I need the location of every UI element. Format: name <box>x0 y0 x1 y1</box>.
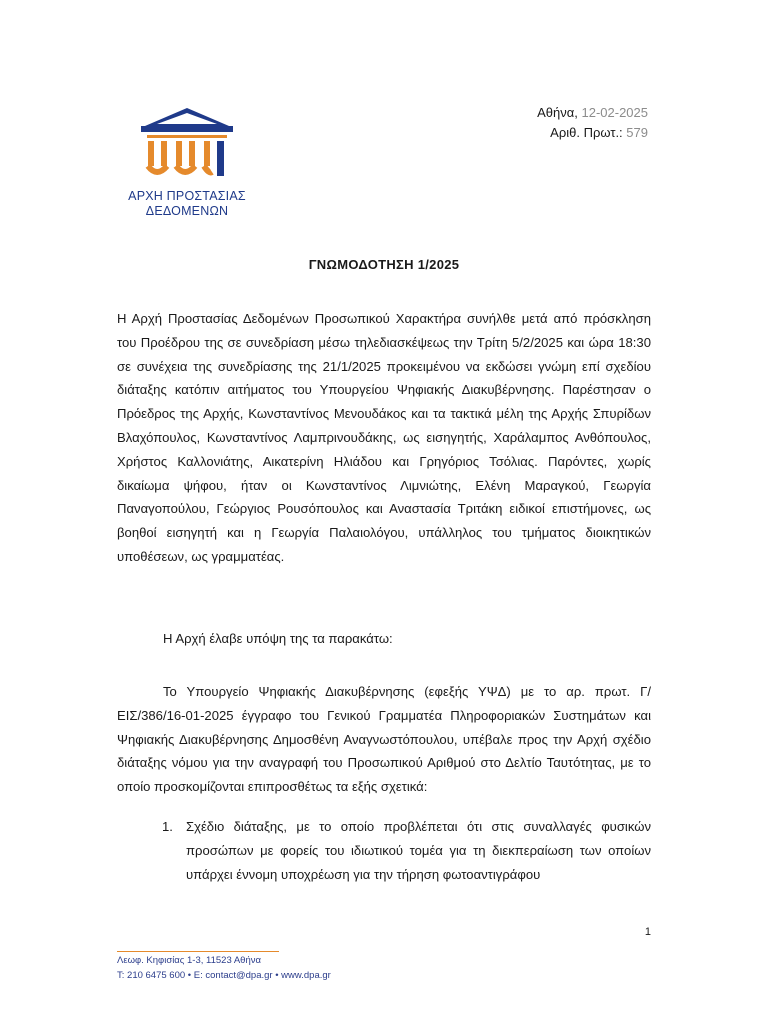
page-number: 1 <box>644 926 651 938</box>
temple-logo-icon <box>117 106 257 186</box>
document-title: ΓΝΩΜΟΔΟΤΗΣΗ 1/2025 <box>308 257 460 272</box>
document-date: 12-02-2025 <box>581 105 648 120</box>
logo-line-2: ΔΕΔΟΜΕΝΩΝ <box>145 204 229 218</box>
footer-contact: Τ: 210 6475 600 • Ε: contact@dpa.gr • www.dpa.gr <box>117 970 331 981</box>
list-item-number: 1. <box>162 819 173 834</box>
list-item-text: Σχέδιο διάταξης, με το οποίο προβλέπεται ότι στις συναλλαγές φυσικών προσώπων με φορείς του ιδιωτικού τομέα για τη διεκπεραίωση των οποίων υπάρχει έννομη υποχρέωση για την τήρηση φωτοαντιγράφου <box>186 819 651 882</box>
footer-divider <box>117 951 279 952</box>
logo-line-1: ΑΡΧΗ ΠΡΟΣΤΑΣΙΑΣ <box>128 189 246 203</box>
document-meta <box>537 103 648 143</box>
paragraph-intro: Η Αρχή Προστασίας Δεδομένων Προσωπικού Χαρακτήρα συνήλθε μετά από πρόσκληση του Προέδρου της σε συνεδρίαση μέσω τηλεδιασκέψεως την Τρίτη 5/2/2025 και ώρα 18:30 σε συνέχεια της συνεδρίασης της 21/1/2025 προκειμένου να εκδώσει γνώμη επί σχεδίου διάταξης κατόπιν αιτήματος του Υπουργείου Ψηφιακής Διακυβέρνησης. Παρέστησαν ο Πρόεδρος της Αρχής, Κωνσταντίνος Μενουδάκος και τα τακτικά μέλη της Αρχής Σπυρίδων Βλαχόπουλος, Κωνσταντίνος Λαμπρινουδάκης, ως εισηγητής, Χαράλαμπος Ανθόπουλος, Χρήστος Καλλονιάτης, Αικατερίνη Ηλιάδου και Γρηγόριος Τσόλιας. Παρόντες, χωρίς δικαίωμα ψήφου, ήταν οι Κωνσταντίνος Λιμνιώτης, Ελένη Μαραγκού, Γεωργία Παναγοπούλου, Γεώργιος Ρουσόπουλος και Αναστασία Τριτάκη ειδικοί επιστήμονες, ως βοηθοί εισηγητή και η Γεωργία Παλαιολόγου, υπάλληλος του τμήματος διοικητικών υποθέσεων, ως γραμματέας. <box>117 311 651 564</box>
protocol-line <box>537 123 648 143</box>
footer-address: Λεωφ. Κηφισίας 1-3, 11523 Αθήνα <box>117 955 261 966</box>
place-label: Αθήνα, <box>537 105 578 120</box>
footer <box>117 953 331 983</box>
list-item <box>117 815 651 886</box>
logo <box>117 106 257 222</box>
paragraph-submission: Το Υπουργείο Ψηφιακής Διακυβέρνησης (εφεξής ΥΨΔ) με το αρ. πρωτ. Γ/ΕΙΣ/386/16-01-2025 έγγραφο του Γενικού Γραμματέα Πληροφοριακών Συστημάτων και Ψηφιακής Διακυβέρνησης Δημοσθένη Αναγνωστόπουλου, υπέβαλε προς την Αρχή σχέδιο διάταξης νόμου για την αναγραφή του Προσωπικού Αριθμού στο Δελτίο Ταυτότητας, με το οποίο προσκομίζονται επιπροσθέτως τα εξής σχετικά: <box>117 684 651 795</box>
date-line <box>537 103 648 123</box>
numbered-list <box>117 815 651 886</box>
protocol-label: Αριθ. Πρωτ.: <box>550 125 623 140</box>
protocol-number: 579 <box>626 125 648 140</box>
paragraph-considerations: Η Αρχή έλαβε υπόψη της τα παρακάτω: <box>163 631 393 646</box>
